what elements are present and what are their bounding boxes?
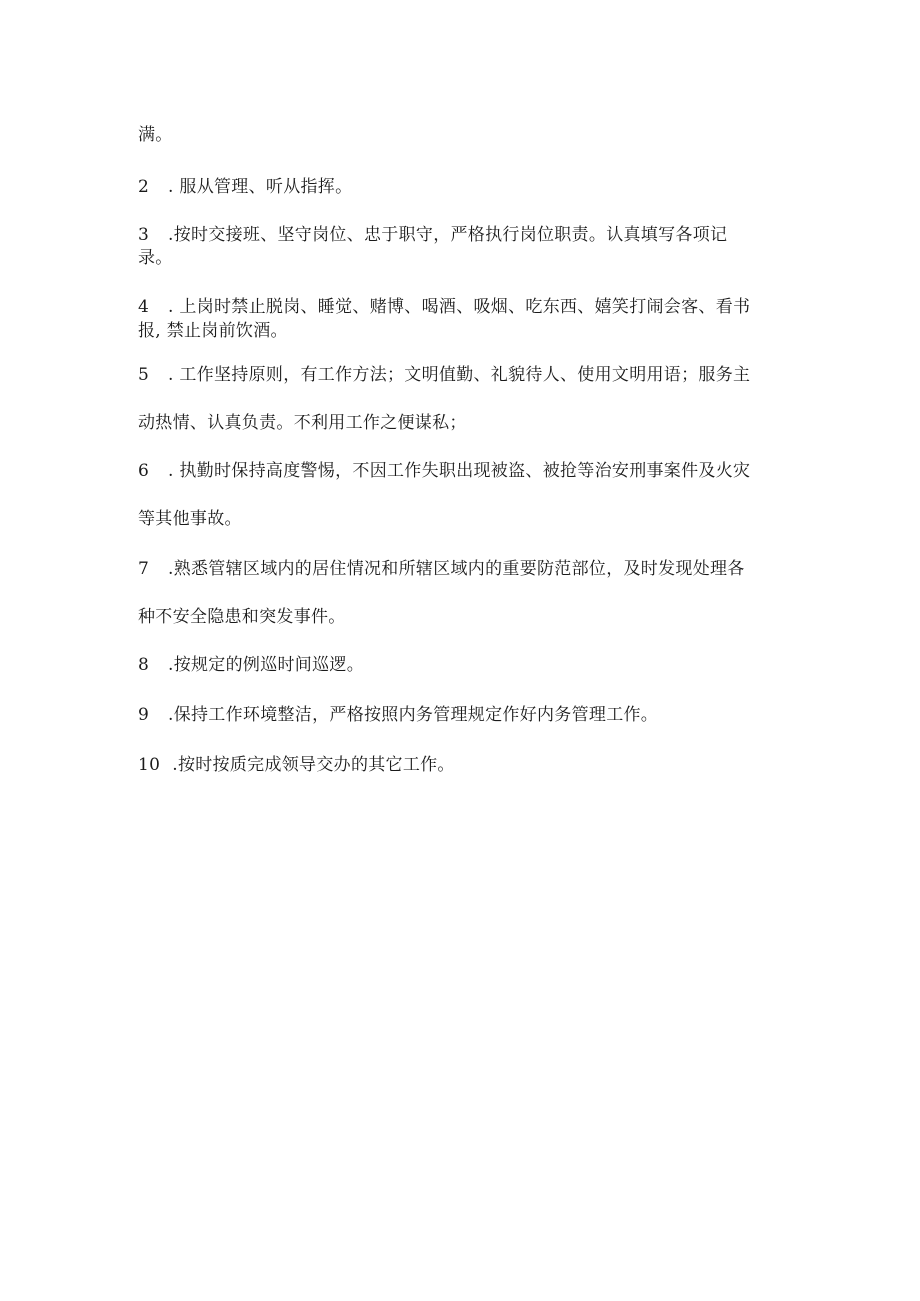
- list-item-6: [138, 460, 798, 482]
- list-item-4-cont: [138, 320, 798, 342]
- item-text: .保持工作环境整洁，严格按照内务管理规定作好内务管理工作。: [168, 705, 659, 725]
- list-item-9: [138, 704, 798, 726]
- item-number: 8: [138, 655, 150, 675]
- item-text: .按时按质完成领导交办的其它工作。: [172, 755, 455, 775]
- continuation-text: 满。: [138, 125, 173, 145]
- list-item-3: [138, 224, 798, 246]
- item-text: . 上岗时禁止脱岗、睡觉、赌博、喝酒、吸烟、吃东西、嬉笑打闹会客、看书: [168, 297, 751, 317]
- list-item-2: [138, 176, 798, 198]
- item-number: 7: [138, 559, 150, 579]
- list-item-5-cont: [138, 412, 798, 434]
- item-number: 3: [138, 225, 150, 245]
- item-number: 5: [138, 365, 150, 385]
- list-item-4: [138, 296, 798, 318]
- item-text-continuation: 等其他事故。: [138, 509, 242, 529]
- item-text: . 执勤时保持高度警惕，不因工作失职出现被盗、被抢等治安刑事案件及火灾: [168, 461, 751, 481]
- list-item-7-cont: [138, 606, 798, 628]
- item-number: 4: [138, 297, 150, 317]
- item-text: . 服从管理、听从指挥。: [168, 177, 353, 197]
- item-text: .按时交接班、坚守岗位、忠于职守，严格执行岗位职责。认真填写各项记: [168, 225, 728, 245]
- list-item-8: [138, 654, 798, 676]
- item-number: 6: [138, 461, 150, 481]
- item-text-continuation: 种不安全隐患和突发事件。: [138, 607, 346, 627]
- list-item-3-cont: [138, 247, 798, 269]
- item-number: 2: [138, 177, 150, 197]
- item-text-continuation: 录。: [138, 248, 173, 268]
- list-item-6-cont: [138, 508, 798, 530]
- item-text: . 工作坚持原则，有工作方法；文明值勤、礼貌待人、使用文明用语；服务主: [168, 365, 751, 385]
- list-item-7: [138, 558, 798, 580]
- item-text-continuation: 动热情、认真负责。不利用工作之便谋私；: [138, 413, 467, 433]
- continuation-line: [138, 124, 798, 146]
- item-text-continuation: 报, 禁止岗前饮酒。: [138, 321, 288, 341]
- item-number: 10: [138, 755, 161, 775]
- list-item-10: [138, 754, 798, 776]
- item-text: .熟悉管辖区域内的居住情况和所辖区域内的重要防范部位，及时发现处理各: [168, 559, 745, 579]
- list-item-5: [138, 364, 798, 386]
- item-text: .按规定的例巡时间巡逻。: [168, 655, 365, 675]
- item-number: 9: [138, 705, 150, 725]
